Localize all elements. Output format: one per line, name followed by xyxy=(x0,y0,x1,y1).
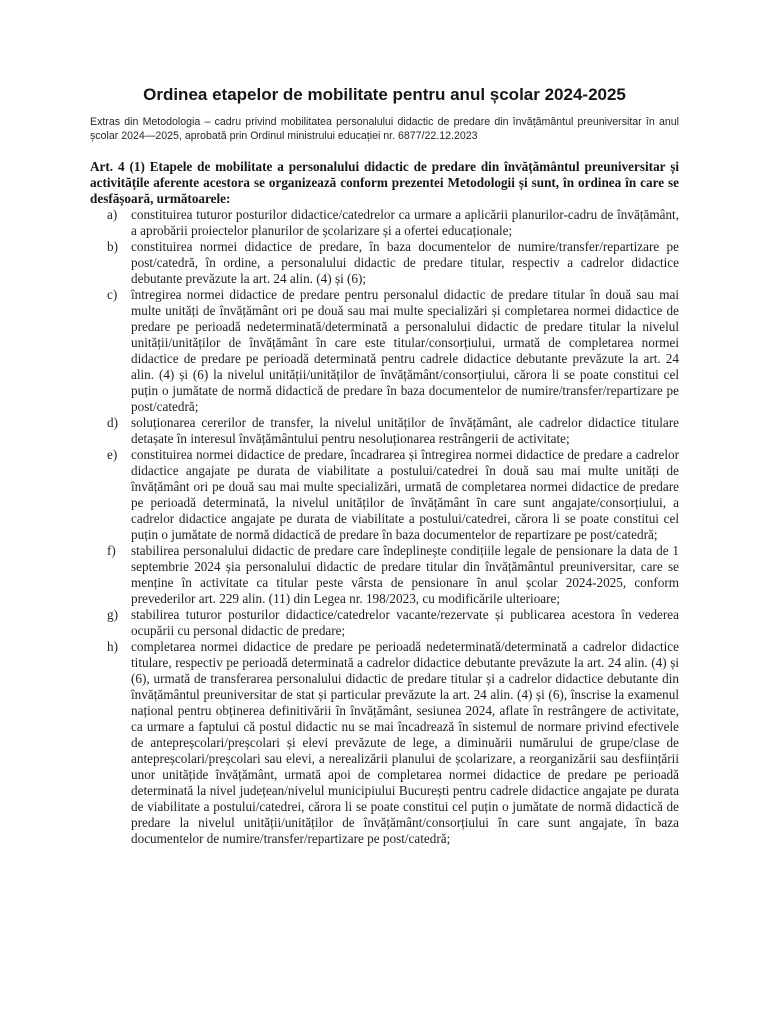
page-title: Ordinea etapelor de mobilitate pentru anul școlar 2024-2025 xyxy=(143,85,626,104)
item-text-g: stabilirea tuturor posturilor didactice/catedrelor vacante/rezervate și publicarea acestora în vederea ocupării cu personal didactic de predare; xyxy=(131,607,679,639)
item-text-b: constituirea normei didactice de predare, în baza documentelor de numire/transfer/repartizare pe post/catedră, în ordine, a personalului didactic de predare titular, respectiv a cadrelor didactice debutante prevăzute la art. 24 alin. (4) și (6); xyxy=(131,239,679,287)
stage-item-b xyxy=(90,239,679,287)
item-text-e: constituirea normei didactice de predare, încadrarea și întregirea normei didactice de predare a cadrelor didactice angajate pe durata de viabilitate a postului/catedrei în două sau mai multe unități de învățământ ori pe două sau mai multe specializări, urmată de completarea normei didactice de predare pe perioadă determinată, la nivelul unităților de învățământ în care sunt angajate/consorțiului, a cadrelor didactice angajate pe durata de viabilitate a postului/catedrei, cărora li se poate constitui cel puțin o jumătate de normă didactică de predare în baza documentelor de repartizare pe post/catedră; xyxy=(131,447,679,543)
stage-item-f xyxy=(90,543,679,607)
item-marker-e: e) xyxy=(107,447,118,463)
item-text-a: constituirea tuturor posturilor didactice/catedrelor ca urmare a aplicării planurilor-cadru de învățământ, a aprobării proiectelor planurilor de școlarizare și a ofertei educaționale; xyxy=(131,207,679,239)
item-marker-f: f) xyxy=(107,543,116,559)
item-text-c: întregirea normei didactice de predare pentru personalul didactic de predare titular în două sau mai multe unități de învățământ ori pe două sau mai multe specializări și completarea normei didactice de predare pe perioadă nedeterminată/determinată a personalului didactic de predare titular la nivelul unității/unităților de învățământ în care este titular/consorțiului, urmată de completarea normei didactice de predare pe perioadă determinată pentru cadrele didactice debutante prevăzute la art. 24 alin. (4) și (6) la nivelul unității/unităților de învățământ/consorțiului, cărora li se poate constitui cel puțin o jumătate de normă didactică de predare în baza documentelor de numire/transfer/repartizare pe post/catedră; xyxy=(131,287,679,415)
item-marker-d: d) xyxy=(107,415,118,431)
document-subtitle: Extras din Metodologia – cadru privind mobilitatea personalului didactic de predare din învățământul preuniversitar în anul școlar 2024—2025, aprobată prin Ordinul ministrului educației nr. 6877/22.12.2023 xyxy=(90,116,679,142)
stage-item-c xyxy=(90,287,679,415)
article-intro-paragraph: Art. 4 (1) Etapele de mobilitate a personalului didactic de predare din învățământul preuniversitar și activitățile aferente acestora se organizează conform prezentei Metodologii și sunt, în ordinea în care se desfășoară, următoarele: xyxy=(90,159,679,207)
item-marker-h: h) xyxy=(107,639,118,655)
item-text-f: stabilirea personalului didactic de predare care îndeplinește condițiile legale de pensionare la data de 1 septembrie 2024 șia personalului didactic de predare titular din învățământul preuniversitar, care se menține în activitate ca titular peste vârsta de pensionare în anul școlar 2024-2025, conform prevederilor art. 229 alin. (11) din Legea nr. 198/2023, cu modificările ulterioare; xyxy=(131,543,679,607)
stage-item-g xyxy=(90,607,679,639)
stage-item-h xyxy=(90,639,679,847)
item-text-h: completarea normei didactice de predare pe perioadă nedeterminată/determinată a cadrelor didactice titulare, respectiv pe perioadă determinată a cadrelor didactice debutante prevăzute la art. 24 alin. (4) și (6), urmată de transferarea personalului didactic de predare titular și a cadrelor didactice debutante din învățământul preuniversitar de stat și particular prevăzute la art. 24 alin. (4) și (6), înscrise la examenul național pentru obținerea definitivării în învățământ, sesiunea 2024, aflate în restrângere de activitate, ca urmare a faptului că postul didactic nu se mai încadrează în sistemul de normare privind efectivele de antepreșcolari/preșcolari și elevi prevăzute de lege, a diminuării numărului de grupe/clase de antepreșcolari/preșcolari sau elevi, a nerealizării planului de școlarizare, a reorganizării sau desființării unor unitățide învățământ, urmată apoi de completarea normei didactice de predare pe perioadă determinată la nivel județean/nivelul municipiului București pentru cadrele didactice angajate pe durata de viabilitate a postului/catedrei, cărora li se poate constitui cel puțin o jumătate de normă didactică de predare la nivelul unității/unităților de învățământ/consorțiului în care sunt angajate, în baza documentelor de numire/transfer/repartizare pe post/catedră; xyxy=(131,639,679,847)
stage-item-a xyxy=(90,207,679,239)
stage-item-d xyxy=(90,415,679,447)
item-marker-g: g) xyxy=(107,607,118,623)
item-marker-a: a) xyxy=(107,207,118,223)
item-marker-c: c) xyxy=(107,287,118,303)
item-text-d: soluționarea cererilor de transfer, la nivelul unităților de învățământ, ale cadrelor didactice titulare detașate în interesul învățământului pentru nesoluționarea restrângerii de activitate; xyxy=(131,415,679,447)
mobility-stage-list xyxy=(90,207,679,847)
item-marker-b: b) xyxy=(107,239,118,255)
stage-item-e xyxy=(90,447,679,543)
